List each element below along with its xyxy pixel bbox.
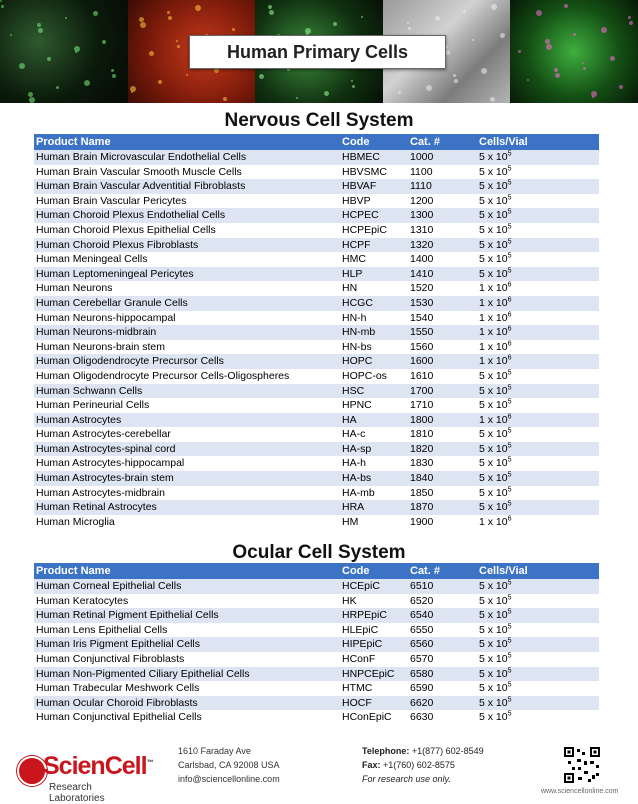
cell-code: HCEpiC <box>340 579 408 594</box>
cell-cells-per-vial: 1 x $10^6$ <box>477 340 599 355</box>
cell-cells-per-vial: 5 x $10^5$ <box>477 652 599 667</box>
image-texture <box>195 5 201 11</box>
table-row <box>34 238 599 253</box>
table-row <box>34 637 599 652</box>
fax-line: Fax: +1(760) 602-8575 <box>362 760 455 770</box>
qr-code-icon[interactable] <box>564 747 600 783</box>
image-texture <box>601 27 607 33</box>
cell-cat-number: 1300 <box>408 208 477 223</box>
image-texture <box>352 85 355 88</box>
column-header-cells-per-vial: Cells/Vial <box>477 563 599 579</box>
cell-code: HCPEC <box>340 208 408 223</box>
cell-cat-number: 6620 <box>408 696 477 711</box>
cell-product-name: Human Astrocytes-hippocampal <box>34 456 340 471</box>
table-row <box>34 579 599 594</box>
column-header-cat: Cat. # <box>408 134 477 150</box>
cell-product-name: Human Meningeal Cells <box>34 252 340 267</box>
cell-product-name: Human Cerebellar Granule Cells <box>34 296 340 311</box>
image-texture <box>527 79 529 81</box>
image-texture <box>232 28 235 31</box>
page-title: Human Primary Cells <box>189 35 446 69</box>
cell-cells-per-vial: 5 x $10^5$ <box>477 252 599 267</box>
cell-cells-per-vial: 5 x $10^5$ <box>477 179 599 194</box>
cell-cells-per-vial: 5 x $10^5$ <box>477 608 599 623</box>
contact-block <box>362 744 484 786</box>
cell-product-name: Human Oligodendrocyte Precursor Cells-Oligospheres <box>34 369 340 384</box>
cell-code: HRA <box>340 500 408 515</box>
cell-image-neurons <box>0 0 128 103</box>
table-row <box>34 456 599 471</box>
image-texture <box>259 74 264 79</box>
cell-cat-number: 1900 <box>408 515 477 530</box>
nervous-section-title: Nervous Cell System <box>224 110 414 131</box>
cell-product-name: Human Non-Pigmented Ciliary Epithelial Cells <box>34 667 340 682</box>
image-texture <box>398 91 401 94</box>
cell-cat-number: 6580 <box>408 667 477 682</box>
table-row <box>34 150 599 165</box>
image-texture <box>453 74 456 77</box>
image-texture <box>186 74 188 76</box>
cell-product-name: Human Trabecular Meshwork Cells <box>34 681 340 696</box>
cell-code: HOPC-os <box>340 369 408 384</box>
ocular-cell-table <box>34 563 599 725</box>
cell-cells-per-vial: 1 x $10^6$ <box>477 296 599 311</box>
table-row <box>34 486 599 501</box>
image-texture <box>564 4 568 8</box>
cell-cells-per-vial: 1 x $10^6$ <box>477 354 599 369</box>
table-row <box>34 413 599 428</box>
cell-cat-number: 1540 <box>408 311 477 326</box>
image-texture <box>131 91 133 93</box>
table-row <box>34 340 599 355</box>
cell-code: HCGC <box>340 296 408 311</box>
cell-code: HA-bs <box>340 471 408 486</box>
image-texture <box>140 22 146 28</box>
column-header-product-name: Product Name <box>34 563 340 579</box>
cell-cells-per-vial: 5 x $10^5$ <box>477 681 599 696</box>
table-row <box>34 500 599 515</box>
table-row <box>34 311 599 326</box>
image-texture <box>554 68 558 72</box>
cell-code: HTMC <box>340 681 408 696</box>
cell-cat-number: 1700 <box>408 384 477 399</box>
table-row <box>34 623 599 638</box>
ocular-section-title: Ocular Cell System <box>232 542 406 563</box>
cell-cat-number: 1830 <box>408 456 477 471</box>
cell-code: HRPEpiC <box>340 608 408 623</box>
address-street: 1610 Faraday Ave <box>178 746 251 756</box>
cell-cat-number: 1110 <box>408 179 477 194</box>
image-texture <box>619 85 623 89</box>
image-texture <box>176 40 178 42</box>
cell-product-name: Human Microglia <box>34 515 340 530</box>
cell-product-name: Human Astrocytes-cerebellar <box>34 427 340 442</box>
cell-cells-per-vial: 5 x $10^5$ <box>477 456 599 471</box>
table-row <box>34 384 599 399</box>
column-header-code: Code <box>340 563 408 579</box>
image-texture <box>407 22 409 24</box>
image-texture <box>361 16 363 18</box>
cell-cells-per-vial: 1 x $10^6$ <box>477 281 599 296</box>
image-texture <box>269 10 274 15</box>
table-row <box>34 165 599 180</box>
table-row <box>34 223 599 238</box>
table-row <box>34 594 599 609</box>
cell-code: HLEpiC <box>340 623 408 638</box>
cell-cat-number: 1810 <box>408 427 477 442</box>
cell-code: HIPEpiC <box>340 637 408 652</box>
cell-cells-per-vial: 5 x $10^5$ <box>477 500 599 515</box>
cell-code: HMC <box>340 252 408 267</box>
table-row <box>34 194 599 209</box>
image-texture <box>351 80 353 82</box>
cell-code: HN-h <box>340 311 408 326</box>
cell-product-name: Human Choroid Plexus Endothelial Cells <box>34 208 340 223</box>
address-block <box>178 744 280 786</box>
cell-product-name: Human Choroid Plexus Epithelial Cells <box>34 223 340 238</box>
table-row <box>34 369 599 384</box>
cell-product-name: Human Corneal Epithelial Cells <box>34 579 340 594</box>
logo-name: ScienCell™ <box>43 752 153 780</box>
table-row <box>34 471 599 486</box>
image-texture <box>268 5 272 9</box>
cell-cells-per-vial: 5 x $10^5$ <box>477 579 599 594</box>
cell-cat-number: 1840 <box>408 471 477 486</box>
image-texture <box>333 22 337 26</box>
cell-code: HCPF <box>340 238 408 253</box>
cell-cells-per-vial: 5 x $10^5$ <box>477 194 599 209</box>
cell-cat-number: 1310 <box>408 223 477 238</box>
cell-code: HA-sp <box>340 442 408 457</box>
cell-cat-number: 1200 <box>408 194 477 209</box>
email-link[interactable]: info@sciencellonline.com <box>178 774 280 784</box>
cell-product-name: Human Schwann Cells <box>34 384 340 399</box>
table-row <box>34 354 599 369</box>
table-row <box>34 667 599 682</box>
cell-code: HSC <box>340 384 408 399</box>
cell-product-name: Human Oligodendrocyte Precursor Cells <box>34 354 340 369</box>
cell-product-name: Human Neurons-hippocampal <box>34 311 340 326</box>
cell-product-name: Human Brain Vascular Smooth Muscle Cells <box>34 165 340 180</box>
image-texture <box>490 97 495 102</box>
image-texture <box>167 11 170 14</box>
cell-cells-per-vial: 5 x $10^5$ <box>477 165 599 180</box>
cell-code: HCPEpiC <box>340 223 408 238</box>
cell-product-name: Human Retinal Pigment Epithelial Cells <box>34 608 340 623</box>
sciencell-logo[interactable] <box>13 746 153 804</box>
table-row <box>34 267 599 282</box>
cell-product-name: Human Retinal Astrocytes <box>34 500 340 515</box>
image-texture <box>463 10 466 13</box>
cell-product-name: Human Astrocytes-brain stem <box>34 471 340 486</box>
cell-cat-number: 6520 <box>408 594 477 609</box>
cell-cells-per-vial: 5 x $10^5$ <box>477 710 599 725</box>
cell-code: HA <box>340 413 408 428</box>
cell-cat-number: 1870 <box>408 500 477 515</box>
logo-subtitle: Research Laboratories <box>49 782 105 804</box>
cell-product-name: Human Lens Epithelial Cells <box>34 623 340 638</box>
cell-product-name: Human Brain Microvascular Endothelial Cells <box>34 150 340 165</box>
cell-code: HA-mb <box>340 486 408 501</box>
table-row <box>34 281 599 296</box>
cell-image-astrocytes <box>510 0 638 103</box>
cell-cells-per-vial: 5 x $10^5$ <box>477 623 599 638</box>
table-row <box>34 696 599 711</box>
cell-cat-number: 1710 <box>408 398 477 413</box>
cell-product-name: Human Perineurial Cells <box>34 398 340 413</box>
cell-cells-per-vial: 5 x $10^5$ <box>477 637 599 652</box>
image-texture <box>102 40 106 44</box>
image-texture <box>628 16 631 19</box>
nervous-cell-table <box>34 134 599 529</box>
table-row <box>34 179 599 194</box>
cell-cat-number: 1800 <box>408 413 477 428</box>
image-texture <box>158 80 162 84</box>
image-texture <box>454 79 458 83</box>
cell-code: HPNC <box>340 398 408 413</box>
table-header-row <box>34 563 599 579</box>
cell-cat-number: 1550 <box>408 325 477 340</box>
image-texture <box>536 10 542 16</box>
cell-code: HBVP <box>340 194 408 209</box>
cell-cat-number: 1600 <box>408 354 477 369</box>
image-texture <box>149 51 154 56</box>
cell-cells-per-vial: 1 x $10^6$ <box>477 413 599 428</box>
cell-cells-per-vial: 1 x $10^6$ <box>477 311 599 326</box>
cell-code: HConEpiC <box>340 710 408 725</box>
column-header-cat: Cat. # <box>408 563 477 579</box>
cell-code: HN <box>340 281 408 296</box>
cell-cells-per-vial: 5 x $10^5$ <box>477 594 599 609</box>
image-texture <box>472 39 474 41</box>
table-row <box>34 710 599 725</box>
cell-product-name: Human Astrocytes-spinal cord <box>34 442 340 457</box>
table-header-row <box>34 134 599 150</box>
cell-code: HA-h <box>340 456 408 471</box>
cell-cells-per-vial: 5 x $10^5$ <box>477 384 599 399</box>
cell-cat-number: 6550 <box>408 623 477 638</box>
address-city: Carlsbad, CA 92008 USA <box>178 760 280 770</box>
cell-code: HLP <box>340 267 408 282</box>
cell-product-name: Human Neurons <box>34 281 340 296</box>
cell-product-name: Human Conjunctival Epithelial Cells <box>34 710 340 725</box>
cell-code: HNPCEpiC <box>340 667 408 682</box>
cell-cells-per-vial: 5 x $10^5$ <box>477 150 599 165</box>
column-header-cells-per-vial: Cells/Vial <box>477 134 599 150</box>
cell-code: HN-bs <box>340 340 408 355</box>
telephone-number[interactable]: +1(877) 602-8549 <box>411 746 484 756</box>
image-texture <box>47 57 51 61</box>
image-texture <box>435 16 440 21</box>
cell-product-name: Human Brain Vascular Pericytes <box>34 194 340 209</box>
image-texture <box>518 50 521 53</box>
cell-cells-per-vial: 5 x $10^5$ <box>477 427 599 442</box>
image-texture <box>491 4 497 10</box>
image-texture <box>610 56 615 61</box>
column-header-product-name: Product Name <box>34 134 340 150</box>
cell-product-name: Human Iris Pigment Epithelial Cells <box>34 637 340 652</box>
cell-cat-number: 1410 <box>408 267 477 282</box>
cell-cat-number: 1000 <box>408 150 477 165</box>
image-texture <box>296 97 298 99</box>
cell-cells-per-vial: 5 x $10^5$ <box>477 442 599 457</box>
cell-code: HBVAF <box>340 179 408 194</box>
cell-cells-per-vial: 1 x $10^6$ <box>477 325 599 340</box>
image-texture <box>10 34 12 36</box>
cell-cat-number: 1520 <box>408 281 477 296</box>
cell-cells-per-vial: 5 x $10^5$ <box>477 267 599 282</box>
image-texture <box>0 0 2 2</box>
cell-product-name: Human Neurons-midbrain <box>34 325 340 340</box>
image-texture <box>111 69 114 72</box>
cell-code: HK <box>340 594 408 609</box>
image-texture <box>573 33 576 36</box>
image-texture <box>65 17 67 19</box>
cell-cat-number: 6510 <box>408 579 477 594</box>
cell-cat-number: 1100 <box>408 165 477 180</box>
telephone-line: Telephone: +1(877) 602-8549 <box>362 746 484 756</box>
cell-cat-number: 1560 <box>408 340 477 355</box>
table-row <box>34 398 599 413</box>
cell-cells-per-vial: 5 x $10^5$ <box>477 208 599 223</box>
cell-code: HM <box>340 515 408 530</box>
image-texture <box>56 86 59 89</box>
cell-product-name: Human Astrocytes <box>34 413 340 428</box>
cell-product-name: Human Brain Vascular Adventitial Fibroblasts <box>34 179 340 194</box>
image-texture <box>408 27 411 30</box>
image-texture <box>37 23 41 27</box>
table-row <box>34 252 599 267</box>
image-texture <box>555 73 560 78</box>
cell-product-name: Human Choroid Plexus Fibroblasts <box>34 238 340 253</box>
cell-cat-number: 6560 <box>408 637 477 652</box>
cell-cells-per-vial: 5 x $10^5$ <box>477 369 599 384</box>
cell-cells-per-vial: 5 x $10^5$ <box>477 223 599 238</box>
image-texture <box>38 28 43 33</box>
cell-cat-number: 6540 <box>408 608 477 623</box>
cell-product-name: Human Neurons-brain stem <box>34 340 340 355</box>
image-texture <box>19 63 25 69</box>
image-texture <box>546 44 552 50</box>
cell-code: HN-mb <box>340 325 408 340</box>
cell-product-name: Human Astrocytes-midbrain <box>34 486 340 501</box>
image-texture <box>112 74 116 78</box>
cell-cells-per-vial: 5 x $10^5$ <box>477 398 599 413</box>
image-texture <box>93 11 98 16</box>
cell-code: HA-c <box>340 427 408 442</box>
image-texture <box>426 85 432 91</box>
cell-product-name: Human Keratocytes <box>34 594 340 609</box>
cell-cat-number: 1530 <box>408 296 477 311</box>
cell-cat-number: 6570 <box>408 652 477 667</box>
cell-cells-per-vial: 5 x $10^5$ <box>477 667 599 682</box>
fax-number: +1(760) 602-8575 <box>383 760 455 770</box>
cell-code: HBVSMC <box>340 165 408 180</box>
table-row <box>34 442 599 457</box>
cell-code: HBMEC <box>340 150 408 165</box>
table-row <box>34 681 599 696</box>
table-row <box>34 608 599 623</box>
image-texture <box>29 97 35 103</box>
cell-cat-number: 1400 <box>408 252 477 267</box>
research-use-note: For research use only. <box>362 774 451 784</box>
footer <box>0 738 638 804</box>
image-texture <box>583 67 586 70</box>
image-texture <box>1 5 4 8</box>
table-row <box>34 208 599 223</box>
cell-cells-per-vial: 5 x $10^5$ <box>477 696 599 711</box>
image-texture <box>629 21 633 25</box>
cell-cat-number: 1610 <box>408 369 477 384</box>
table-row <box>34 427 599 442</box>
column-header-code: Code <box>340 134 408 150</box>
table-row <box>34 515 599 530</box>
image-texture <box>223 97 227 101</box>
image-texture <box>481 68 487 74</box>
image-texture <box>168 16 172 20</box>
table-row <box>34 296 599 311</box>
image-texture <box>177 45 180 48</box>
image-texture <box>500 33 505 38</box>
image-texture <box>75 51 77 53</box>
table-row <box>34 652 599 667</box>
cell-cat-number: 1850 <box>408 486 477 501</box>
image-texture <box>324 91 329 96</box>
cell-cat-number: 6630 <box>408 710 477 725</box>
qr-url: www.sciencellonline.com <box>541 788 619 795</box>
image-texture <box>84 80 90 86</box>
cell-code: HConF <box>340 652 408 667</box>
cell-code: HOCF <box>340 696 408 711</box>
cell-product-name: Human Ocular Choroid Fibroblasts <box>34 696 340 711</box>
cell-product-name: Human Leptomeningeal Pericytes <box>34 267 340 282</box>
cell-cells-per-vial: 1 x $10^6$ <box>477 515 599 530</box>
cell-cells-per-vial: 5 x $10^5$ <box>477 238 599 253</box>
table-row <box>34 325 599 340</box>
cell-cells-per-vial: 5 x $10^5$ <box>477 471 599 486</box>
cell-product-name: Human Conjunctival Fibroblasts <box>34 652 340 667</box>
image-texture <box>582 62 584 64</box>
cell-cat-number: 6590 <box>408 681 477 696</box>
cell-cells-per-vial: 5 x $10^5$ <box>477 486 599 501</box>
cell-cat-number: 1320 <box>408 238 477 253</box>
cell-cat-number: 1820 <box>408 442 477 457</box>
cell-code: HOPC <box>340 354 408 369</box>
